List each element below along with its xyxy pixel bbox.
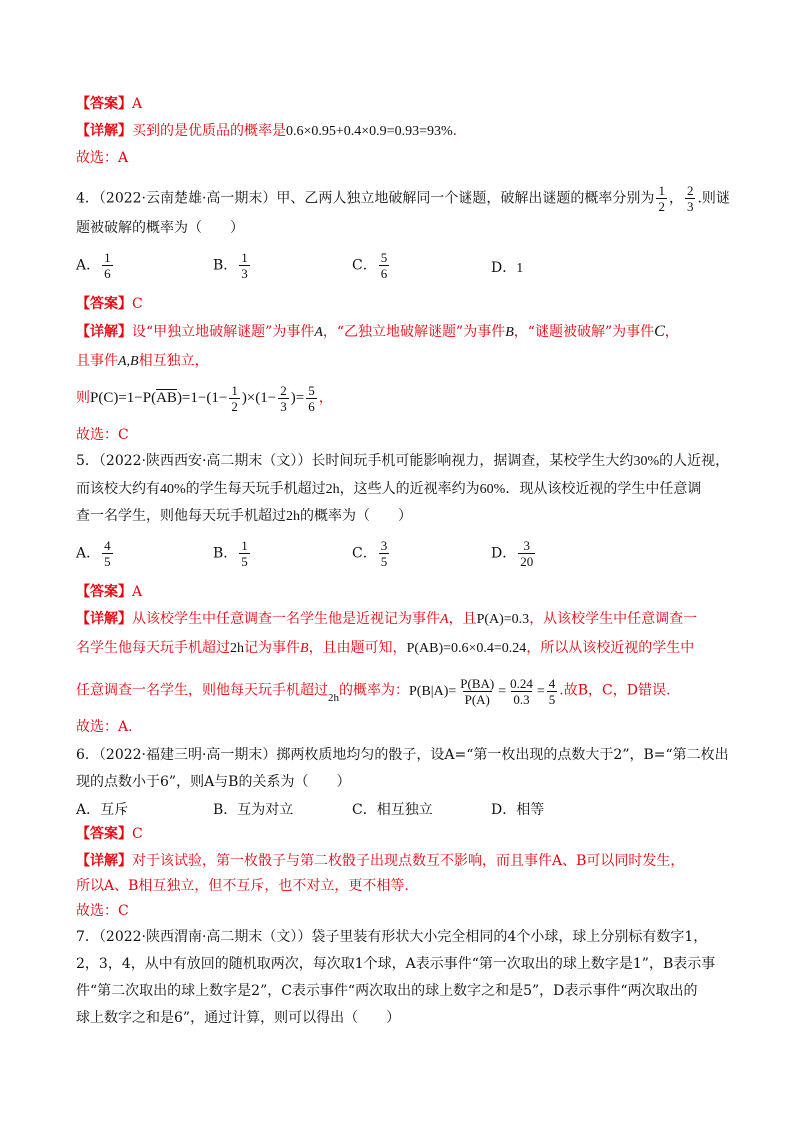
q5-d3-frac-2 [508,676,535,707]
q6-answer: C [132,826,143,842]
option-fraction [239,538,250,569]
q5-d2a: 名学生他每天玩手机超过 [76,640,230,656]
option-value: 互为对立 [237,802,294,818]
q4-stem-b: .则谜 [697,190,730,207]
q4-conclusion: 故选：C [76,427,129,443]
q4-formula-4: )= [290,389,305,406]
q6-option-a [76,799,128,819]
q5-option-b [213,538,252,569]
q4-formula-1: P(C)=1−P( [90,389,157,406]
frac-num: 1 [241,250,248,265]
frac-num: 5 [380,250,388,265]
option-value: 相等 [516,802,545,818]
q4-formula-frac-a [229,383,240,414]
frac-den: 2 [231,399,238,414]
option-letter: A． [76,802,101,818]
q5-p40: 40% [160,482,186,497]
option-fraction [379,538,390,569]
q6-conclusion: 故选：C [76,903,129,919]
q4-detail-l1a: 设“甲独立地破解谜题”为事件 [132,324,315,340]
q5-d1-formula: P(A)=0.3 [476,612,530,627]
option-value: 1 [516,261,524,276]
q5-option-c [352,538,391,569]
q5-stem-line-3 [76,506,412,527]
frac-den: 0.3 [513,692,530,707]
q5-stem-3b: 的概率为（ ） [300,508,412,524]
q5-answer: A [132,584,143,600]
q6-detail-line-2: 所以A、B相互独立，但不互斥，也不对立，更不相等. [76,878,409,894]
q7-stem-line-4: 球上数字之和是6”，通过计算，则可以得出（ ） [76,1010,401,1026]
q4-formula-3: )×(1− [241,389,277,406]
frac-num: 1 [241,538,248,553]
q5-d3a: 任意调查一名学生，则他每天玩手机超过 [76,682,328,699]
option-value: 互斥 [100,802,129,818]
q5-d3-f1: P(B|A)= [409,683,457,699]
q5-d3-frac-3 [547,676,558,707]
q4-option-d [491,257,523,277]
option-fraction [102,538,113,569]
q7-stem-line-2: 2，3，4，从中有放回的随机取两次，每次取1个球，A表示事件“第一次取出的球上数字是1”，B表示事 [76,956,716,972]
frac-num: P(BA) [460,676,495,691]
q4-option-c [352,250,391,281]
q4-stem-line-2: 题被破解的概率为（ ） [76,220,244,236]
q4-detail-l1c: ，“谜题被破解”为事件 [513,324,655,340]
q5-detail-line-1 [76,609,697,630]
q5-d2-h: 2h [230,641,244,656]
q4-answer-line [76,294,143,314]
q3-conclusion: 故选：A [76,150,129,166]
frac-num: 1 [231,383,238,398]
q4-stem-line-1 [76,183,730,214]
option-letter: C． [352,257,377,274]
option-fraction [102,250,113,281]
answer-label: 【答案】 [76,584,132,600]
q4-option-a [76,250,115,281]
answer-label: 【答案】 [76,826,132,842]
q4-detail-line-2 [76,351,209,372]
q4-formula-ab: $\overline{AB}$ [156,389,177,406]
q4-formula [90,383,319,414]
option-letter: A． [76,545,101,562]
q3-detail-text: 买到的是优质品的概率是 [132,123,286,139]
q5-d1b: ，且 [448,611,477,627]
frac-num: 1 [104,250,111,265]
frac-den: 5 [241,554,248,569]
q5-conclusion: 故选：A. [76,719,133,735]
q5-stem-2b: 的学生每天玩手机超过 [185,481,326,497]
q5-d3-eq: = [536,683,545,699]
q7-stem-line-3: 件“第二次取出的球上数字是2”，C表示事件“两次取出的球上数字之和是5”，D表示事件“两次取出的 [76,983,698,999]
q3-detail-formula: 0.6×0.95+0.4×0.9=0.93=93% [286,124,453,139]
q6-option-b [213,799,293,819]
option-fraction [379,250,390,281]
q4-sep: ， [668,190,683,207]
q3-answer-line [76,94,142,114]
frac-den: 5 [380,554,388,569]
frac-den: 5 [104,554,111,569]
q4-stem-a: 4．（2022·云南楚雄·高一期末）甲、乙两人独立地破解同一个谜题，破解出谜题的概率分别为 [76,190,655,207]
detail-label: 【详解】 [76,611,132,627]
frac-den: 6 [308,399,315,414]
option-letter: D． [491,802,517,818]
answer-label: 【答案】 [76,96,132,112]
q5-d3-eq: = [498,683,507,699]
q3-detail-line [76,121,457,142]
q5-stem-1b: 的人近视， [659,453,730,469]
frac-den: 6 [104,266,111,281]
q5-detail-line-2 [76,638,694,659]
q5-stem-line-1 [76,451,729,472]
option-letter: B． [213,545,238,562]
frac-num: 3 [380,538,388,553]
q5-stem-2c: ，这些人的近视率约为 [339,481,480,497]
q5-d1a: 从该校学生中任意调查一名学生他是近视记为事件 [132,611,440,627]
q4-event-b: B [505,325,514,340]
q4-event-ab: A,B [118,354,139,369]
q4-fraction-2-den: 3 [686,199,694,214]
q4-detail-l2b: 相互独立， [138,353,209,369]
q5-h1: 2h [325,482,340,497]
q4-detail-l2a: 且事件 [76,353,118,369]
frac-num: 5 [308,383,315,398]
q5-h2: 2h [286,509,300,524]
q5-d1c: ，从该校学生中任意调查一 [529,611,698,627]
answer-label: 【答案】 [76,296,132,312]
q4-option-b [213,250,252,281]
q6-stem-line-1: 6．（2022·福建三明·高一期末）掷两枚质地均匀的骰子，设A=“第一枚出现的点数大于2”，B=“第二枚出 [76,747,729,763]
q4-fraction-1 [656,183,667,214]
q4-fraction-1-den: 2 [658,199,665,214]
q5-d1-ev: A [440,612,449,627]
q4-detail-formula-line [76,383,333,414]
q5-detail-line-3 [76,676,670,707]
option-letter: B． [213,257,238,274]
q5-d2-ev: B [300,641,309,656]
q5-d2d: ，所以从该校近视的学生中 [526,640,695,656]
frac-num: 3 [523,538,530,553]
option-letter: C． [352,802,377,818]
frac-num: 0.24 [510,676,533,691]
q6-detail-line-1 [76,851,684,871]
option-fraction [239,250,250,281]
detail-label: 【详解】 [76,123,132,139]
option-fraction [518,538,535,569]
option-letter: D． [491,260,517,276]
q4-event-a: A [314,325,323,340]
detail-label: 【详解】 [76,853,132,869]
q5-stem-2d: ．现从该校近视的学生中任意调 [505,481,702,497]
q3-answer: A [132,96,143,112]
option-value: 相互独立 [376,802,433,818]
option-letter: B． [213,802,238,818]
frac-den: 20 [520,554,534,569]
q5-stem-3a: 查一名学生，则他每天玩手机超过 [76,508,286,524]
q5-d2c: ，且由题可知， [308,640,407,656]
option-letter: A． [76,257,101,274]
q5-d3b: 的概率为： [339,682,409,699]
option-letter: D． [491,545,517,562]
q5-p60: 60% [479,482,506,497]
q3-detail-end: . [452,123,458,139]
q5-stem-2a: 而该校大约有 [76,481,160,497]
q4-formula-end: ， [318,389,333,406]
q5-stem-line-2 [76,479,701,500]
q5-d2b: 记为事件 [244,640,300,656]
q4-fraction-2 [685,183,696,214]
frac-den: 3 [241,266,248,281]
q6-answer-line [76,824,143,844]
frac-num: 4 [104,538,111,553]
q4-answer: C [132,296,143,312]
q4-formula-prefix: 则 [76,389,90,406]
q5-option-a [76,538,115,569]
frac-den: 5 [548,692,556,707]
frac-den: 6 [380,266,388,281]
option-letter: C． [352,545,377,562]
q5-d3-h: 2h [328,691,339,704]
detail-label: 【详解】 [76,324,132,340]
q5-d3-frac-1 [458,676,496,707]
q5-answer-line [76,582,142,602]
q5-d3c: .故B，C，D错误. [559,682,671,699]
q5-option-d [491,538,537,569]
frac-num: 2 [280,383,287,398]
q5-d2-formula: P(AB)=0.6×0.4=0.24 [406,641,527,656]
frac-den: 3 [280,399,287,414]
frac-den: P(A) [464,692,490,707]
q5-p30: 30% [633,454,660,469]
q5-stem-1: 5．（2022·陕西西安·高二期末（文））长时间玩手机可能影响视力，据调查，某校学生大约 [76,453,634,469]
q6-stem-line-2: 现的点数小于6”，则A与B的关系为（ ） [76,774,351,790]
q5-d3-formula [409,676,559,707]
q4-formula-frac-b [278,383,289,414]
q4-detail-line-1 [76,322,679,343]
frac-num: 4 [548,676,556,691]
q4-detail-l1d: ， [664,324,679,340]
q6-option-d [491,799,544,819]
q4-fraction-1-num: 1 [658,183,665,198]
q4-formula-frac-r [306,383,317,414]
q4-formula-2: )=1−(1− [176,389,228,406]
q4-fraction-2-num: 2 [686,183,694,198]
q6-option-c [352,799,433,819]
q4-detail-l1b: ，“乙独立地破解谜题”为事件 [322,324,506,340]
q6-d1: 对于该试验，第一枚骰子与第二枚骰子出现点数互不影响，而且事件A、B可以同时发生， [132,853,685,869]
q4-event-c: C [654,323,665,340]
q7-stem-line-1: 7．（2022·陕西渭南·高二期末（文））袋子里装有形状大小完全相同的4个小球，球上分别标有数字1， [76,929,708,945]
